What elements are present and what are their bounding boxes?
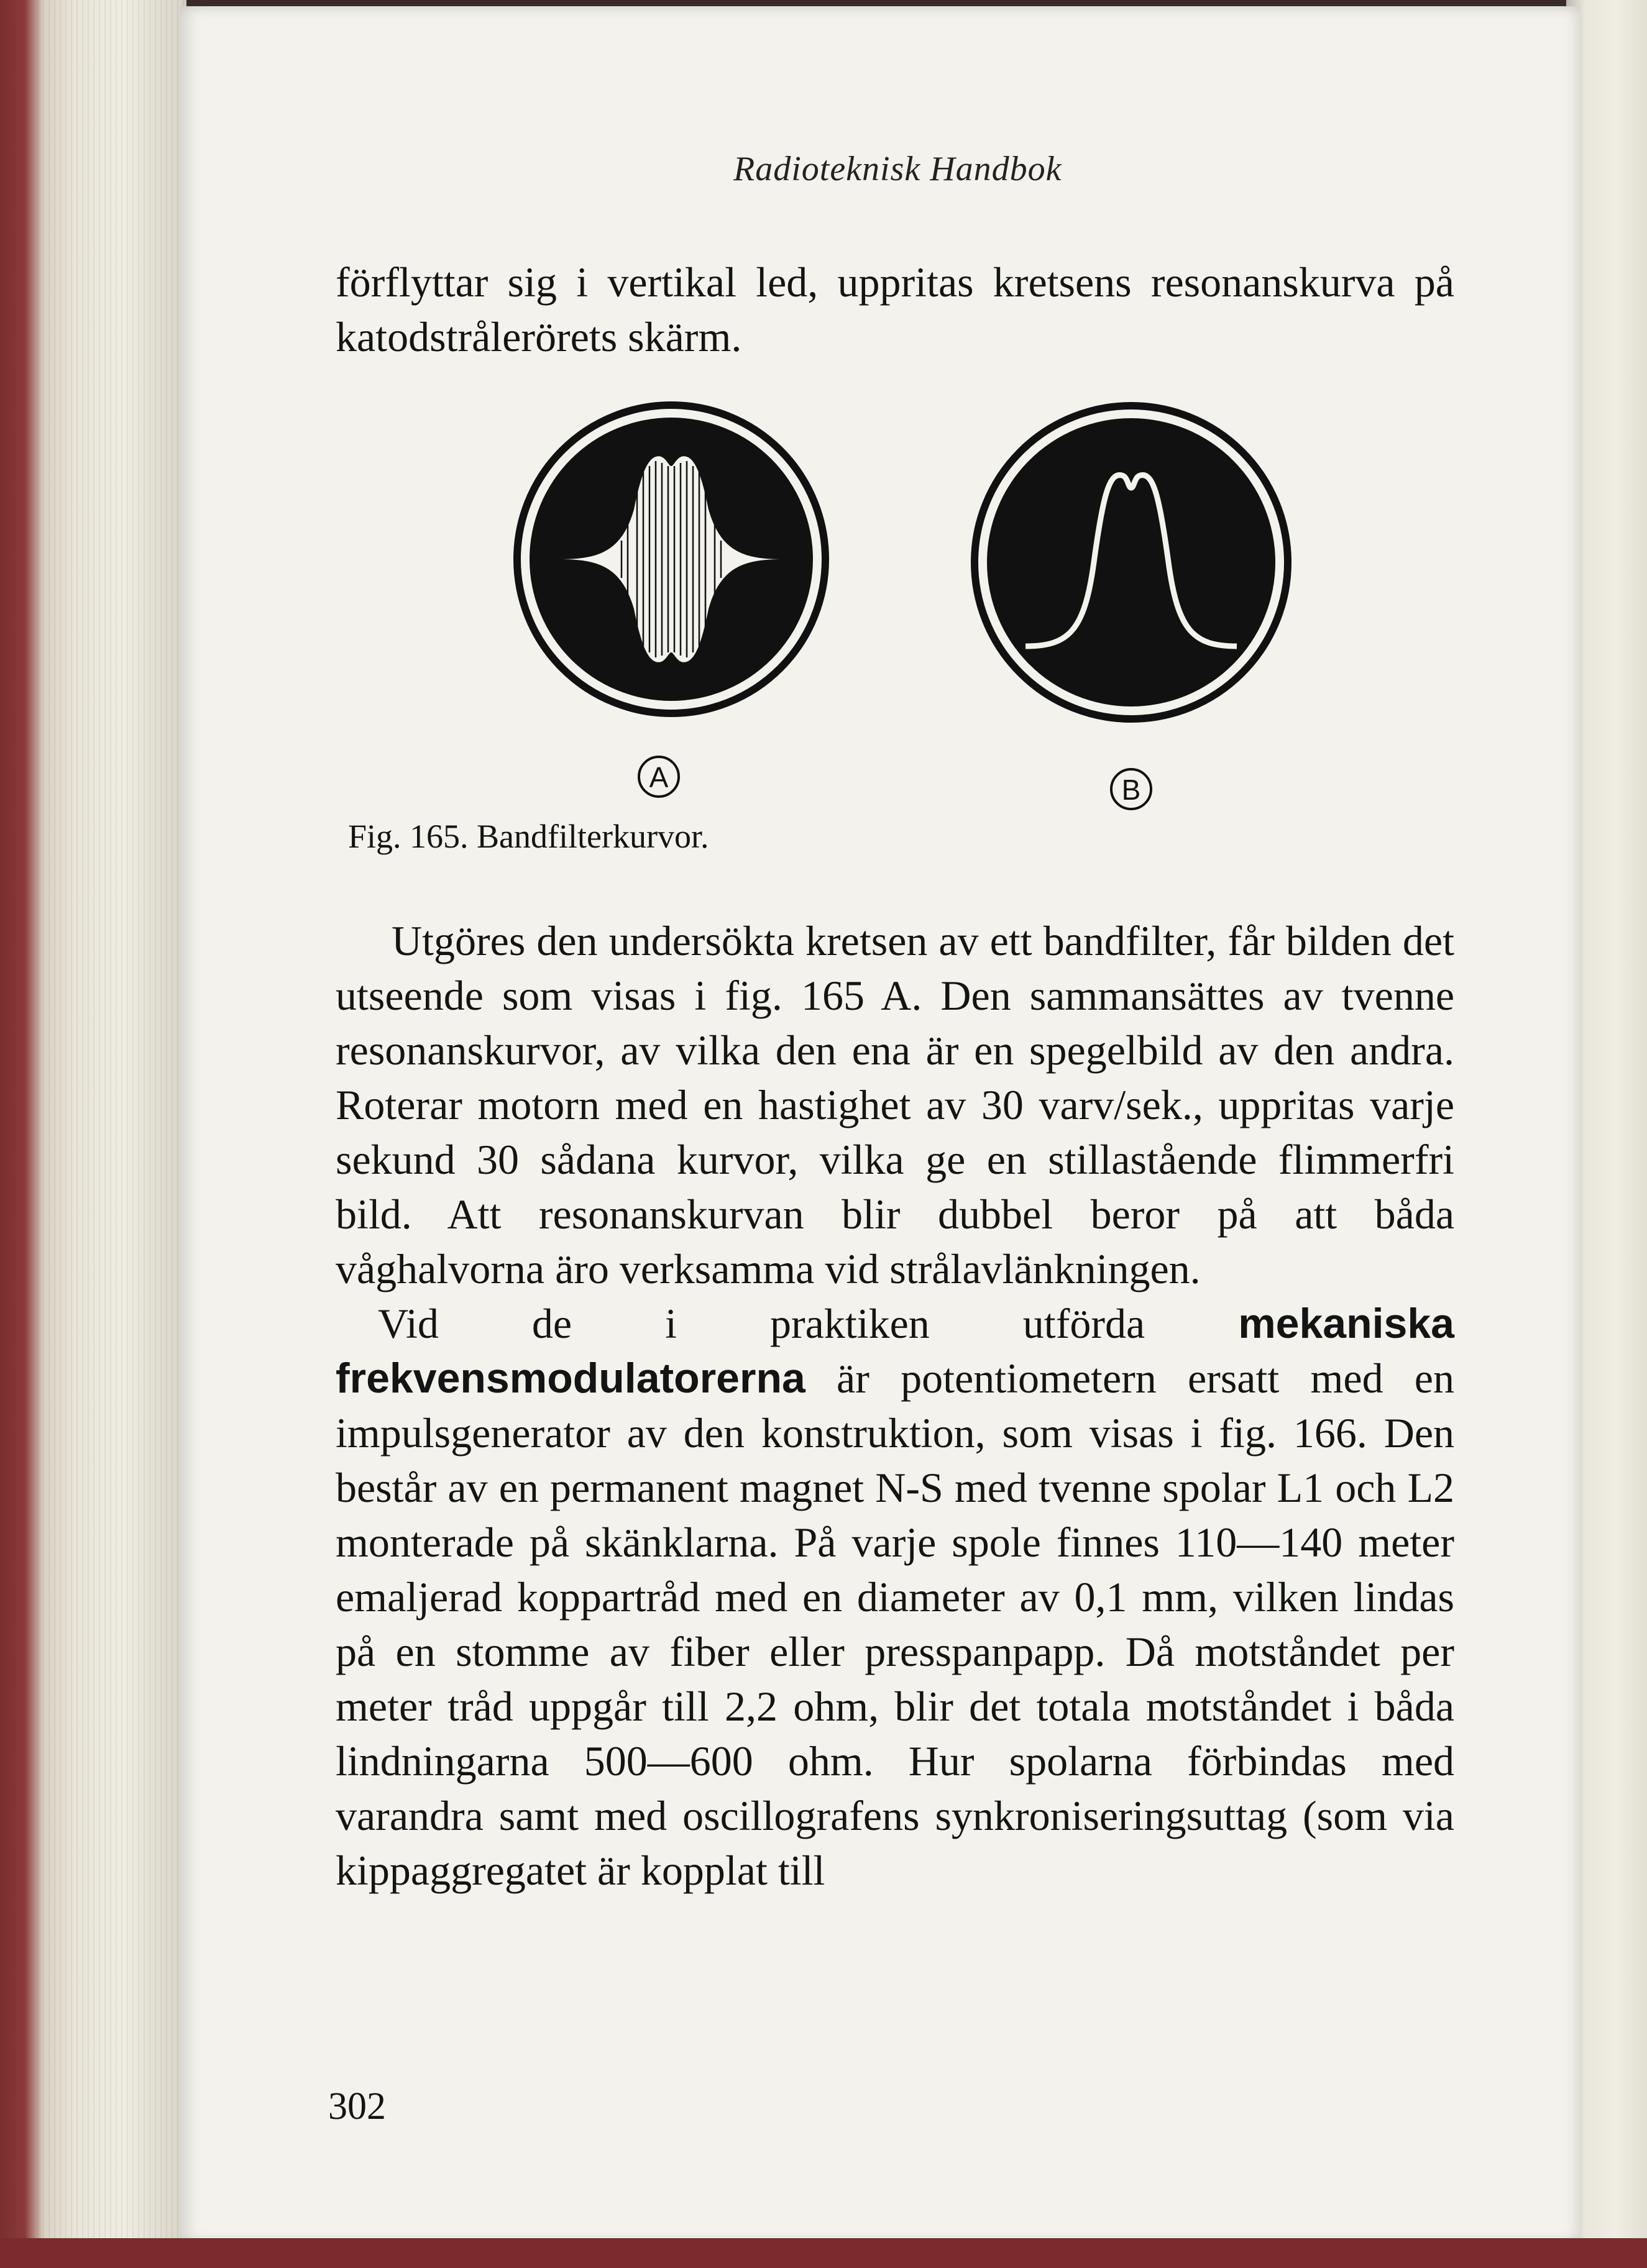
label-b-text: B	[1121, 774, 1141, 806]
text-block-top	[336, 255, 1454, 364]
term-bold: mekaniska frekvensmodulatorerna	[336, 1300, 1454, 1402]
label-b	[1111, 769, 1151, 809]
page-edges-left	[37, 0, 186, 2268]
screen-a-icon	[517, 405, 825, 713]
book-edge-left	[0, 0, 186, 2268]
paragraph-1: förflyttar sig i vertikal led, uppritas kretsens resonanskurva på katodstrålerörets skärm.	[336, 258, 1454, 360]
text-block-main	[336, 913, 1454, 1898]
paragraph-3-rest: är potentiometern ersatt med en impulsgenerator av den konstruktion, som visas i fig. 166. Den består av en permanent magnet N-S med tvenne spolar L1 och L2 monterade på skänklarna. På varje spole finnes 110—140 meter emaljerad koppartråd med en diameter av 0,1 mm, vilken lindas på en stomme av fiber eller presspanpapp. Då motståndet per meter tråd uppgår till 2,2 ohm, blir det totala motståndet i båda lindningarna 500—600 ohm. Hur spolarna förbindas med varandra samt med oscillografens synkroniseringsuttag (som via kippaggregatet är kopplat till	[336, 1355, 1454, 1894]
figure-caption: Fig. 165. Bandfilterkurvor.	[348, 818, 709, 855]
page-number: 302	[328, 2085, 386, 2128]
label-a	[639, 757, 679, 797]
paragraph-3-start: Vid de i praktiken utförda	[378, 1300, 1239, 1347]
screen-b-icon	[975, 406, 1288, 719]
paragraph-2: Utgöres den undersökta kretsen av ett bandfilter, får bilden det utseende som visas i fig. 165 A. Den sammansättes av tvenne resonanskurvor, av vilka den ena är en spegelbild av den andra. Roterar motorn med en hastighet av 30 varv/sek., uppritas varje sekund 30 sådana kurvor, vilka ge en stillastående flimmerfri bild. Att resonanskurvan blir dubbel beror på att båda våghalvorna äro verksamma vid strålavlänkningen.	[336, 917, 1454, 1292]
paragraph-3	[336, 1296, 1454, 1898]
figure-165	[510, 388, 1318, 823]
label-a-text: A	[649, 761, 669, 793]
running-head: Radioteknisk Handbok	[733, 150, 1062, 188]
book-cover-edge	[0, 2238, 1647, 2268]
